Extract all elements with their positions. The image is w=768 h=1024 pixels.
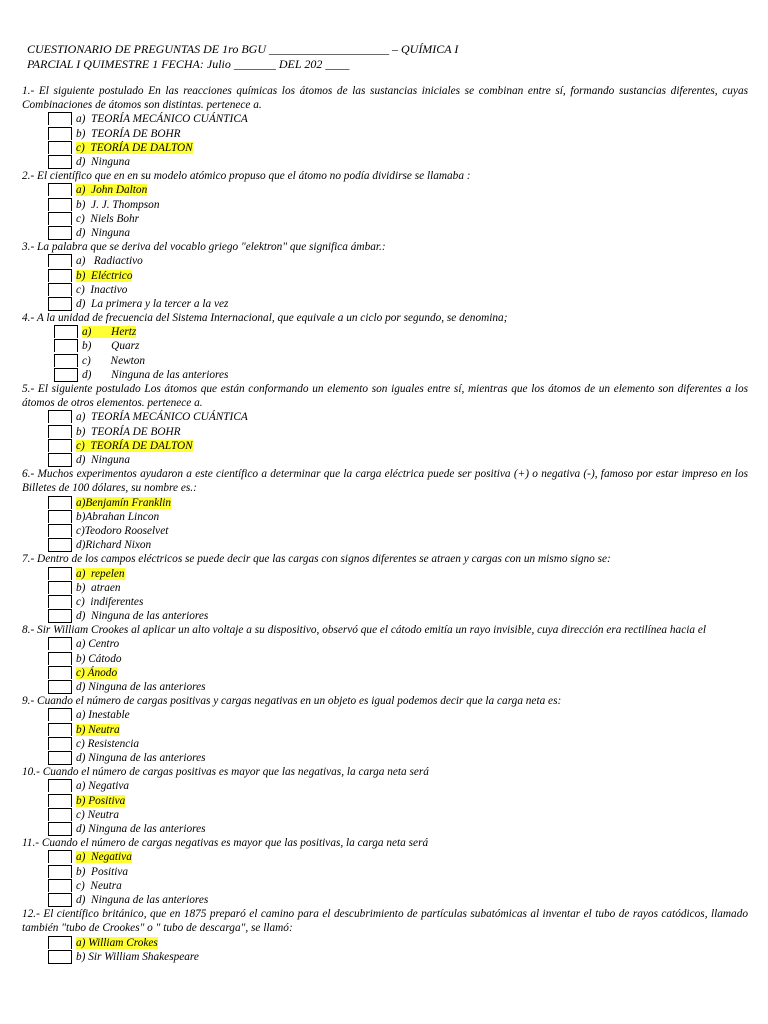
question-list	[22, 84, 748, 964]
document-header	[27, 42, 458, 71]
answer-checkbox[interactable]	[54, 339, 78, 352]
answer-checkbox[interactable]	[48, 198, 72, 211]
answer-text: b)Abrahan Lincon	[76, 510, 160, 523]
answer-checkbox[interactable]	[48, 737, 72, 750]
answer-checkbox[interactable]	[48, 283, 72, 296]
answer-checkbox[interactable]	[48, 155, 72, 169]
answer-text: d) Ninguna de las anteriores	[76, 610, 209, 623]
answer-option	[22, 637, 748, 651]
answer-option	[22, 254, 748, 268]
answer-text-highlighted: c) TEORÍA DE DALTON	[76, 141, 193, 154]
answer-text-highlighted: c) Ánodo	[76, 666, 118, 679]
answer-option	[22, 212, 748, 226]
answer-checkbox[interactable]	[48, 141, 72, 154]
question-stem: 4.- A la unidad de frecuencia del Sistema Internacional, que equivale a un ciclo por segundo, se denomina;	[22, 312, 508, 325]
answer-option	[22, 708, 748, 722]
answer-option	[22, 325, 748, 339]
answer-checkbox[interactable]	[48, 212, 72, 225]
answer-checkbox[interactable]	[48, 637, 72, 650]
answer-checkbox[interactable]	[48, 453, 72, 467]
answer-checkbox[interactable]	[48, 410, 72, 423]
answer-option	[22, 297, 748, 311]
answer-text: c) Inactivo	[76, 283, 128, 296]
question-7	[22, 552, 748, 623]
answer-checkbox[interactable]	[48, 510, 72, 523]
answer-option	[22, 808, 748, 822]
answer-text-highlighted: b) Neutra	[76, 723, 120, 736]
answer-option	[22, 950, 748, 964]
question-stem: 2.- El científico que en en su modelo atómico propuso que el átomo no podía dividirse se llamaba :	[22, 170, 471, 183]
answer-checkbox[interactable]	[48, 879, 72, 892]
answer-text: a) Negativa	[76, 780, 130, 793]
answer-option	[22, 794, 748, 808]
answer-text: b) J. J. Thompson	[76, 198, 160, 211]
question-11	[22, 836, 748, 907]
answer-options	[22, 936, 748, 964]
answer-option	[22, 368, 748, 382]
answer-checkbox[interactable]	[48, 723, 72, 736]
answer-option	[22, 339, 748, 353]
answer-text: c) indiferentes	[76, 595, 144, 608]
answer-options	[22, 708, 748, 765]
question-9	[22, 694, 748, 765]
answer-text: c) Resistencia	[76, 737, 140, 750]
answer-checkbox[interactable]	[48, 496, 72, 509]
answer-option	[22, 496, 748, 510]
answer-option	[22, 567, 748, 581]
answer-option	[22, 581, 748, 595]
answer-text-highlighted: a) Negativa	[76, 851, 132, 864]
answer-option	[22, 609, 748, 623]
answer-text-highlighted: a) John Dalton	[76, 184, 148, 197]
answer-text: b) Sir William Shakespeare	[76, 950, 199, 963]
answer-options	[22, 567, 748, 624]
answer-checkbox[interactable]	[48, 297, 72, 311]
question-4	[22, 311, 748, 382]
answer-option	[22, 737, 748, 751]
answer-option	[22, 510, 748, 524]
answer-text: d) La primera y la tercer a la vez	[76, 297, 229, 310]
answer-checkbox[interactable]	[48, 567, 72, 580]
answer-text: b) TEORÍA DE BOHR	[76, 425, 181, 438]
question-6	[22, 467, 748, 552]
answer-text: b) Cátodo	[76, 652, 122, 665]
answer-checkbox[interactable]	[48, 893, 72, 907]
answer-text: c)Teodoro Rooselvet	[76, 524, 169, 537]
answer-text: d) Ninguna	[76, 155, 130, 168]
answer-checkbox[interactable]	[48, 226, 72, 240]
question-5	[22, 382, 748, 467]
answer-checkbox[interactable]	[48, 439, 72, 452]
question-8	[22, 623, 748, 694]
question-stem: 8.- Sir William Crookes al aplicar un alto voltaje a su dispositivo, observó que el cátodo emitía un rayo invisible, cuya dirección era rectilínea hacia el	[22, 624, 706, 637]
answer-text: d) Ninguna de las anteriores	[82, 368, 229, 381]
answer-checkbox[interactable]	[54, 368, 78, 382]
answer-checkbox[interactable]	[48, 680, 72, 694]
answer-checkbox[interactable]	[48, 936, 72, 949]
answer-text: d) Ninguna	[76, 226, 130, 239]
answer-checkbox[interactable]	[48, 112, 72, 125]
answer-option	[22, 779, 748, 793]
answer-option	[22, 879, 748, 893]
answer-checkbox[interactable]	[48, 254, 72, 267]
answer-options	[22, 850, 748, 907]
answer-text: d) Ninguna de las anteriores	[76, 752, 206, 764]
answer-text: d) Ninguna de las anteriores	[76, 822, 206, 835]
answer-text: a) Radiactivo	[76, 255, 143, 268]
answer-checkbox[interactable]	[48, 708, 72, 721]
answer-options	[22, 254, 748, 311]
answer-checkbox[interactable]	[48, 808, 72, 821]
header-title: CUESTIONARIO DE PREGUNTAS DE 1ro BGU ____________________ – QUÍMICA I	[27, 42, 459, 56]
answer-text: a) TEORÍA MECÁNICO CUÁNTICA	[76, 113, 248, 126]
answer-text: d) Ninguna	[76, 453, 130, 466]
answer-option	[22, 141, 748, 155]
answer-checkbox[interactable]	[48, 538, 72, 552]
answer-option	[22, 425, 748, 439]
answer-text: d)Richard Nixon	[76, 539, 152, 552]
answer-checkbox[interactable]	[54, 354, 78, 367]
answer-option	[22, 127, 748, 141]
answer-option	[22, 155, 748, 169]
answer-text: a) Centro	[76, 638, 120, 651]
answer-checkbox[interactable]	[48, 865, 72, 878]
question-stem: 9.- Cuando el número de cargas positivas y cargas negativas en un objeto es igual podemos decir que la carga neta es:	[22, 695, 562, 708]
answer-option	[22, 198, 748, 212]
answer-text: c) Newton	[82, 354, 146, 367]
answer-options	[22, 410, 748, 467]
answer-checkbox[interactable]	[54, 325, 78, 338]
question-stem: 3.- La palabra que se deriva del vocablo griego "elektron" que significa ámbar.:	[22, 241, 386, 254]
answer-options	[22, 779, 748, 836]
answer-option	[22, 354, 748, 368]
answer-options	[22, 112, 748, 169]
answer-text: c) Niels Bohr	[76, 212, 140, 225]
answer-option	[22, 652, 748, 666]
answer-checkbox[interactable]	[48, 794, 72, 807]
answer-checkbox[interactable]	[48, 652, 72, 665]
answer-option	[22, 453, 748, 467]
question-stem: 11.- Cuando el número de cargas negativas es mayor que las positivas, la carga neta será	[22, 837, 429, 850]
answer-options	[22, 637, 748, 694]
question-stem: 12.- El científico británico, que en 1875 preparó el camino para el descubrimiento de partículas subatómicas al inventar el tubo de rayos catódicos, llamado también "tubo de Crookes" o " tubo de descarga", se llamó:	[22, 908, 748, 935]
answer-text: b) atraen	[76, 581, 121, 594]
answer-checkbox[interactable]	[48, 609, 72, 623]
answer-checkbox[interactable]	[48, 524, 72, 537]
answer-options	[22, 183, 748, 240]
answer-text-highlighted: a) Hertz	[82, 326, 137, 339]
answer-text-highlighted: b) Eléctrico	[76, 269, 133, 282]
question-stem: 6.- Muchos experimentos ayudaron a este científico a determinar que la carga eléctrica puede ser positiva (+) o negativa (-), famoso por estar impreso en los Billetes de 100 dólares, su nombre es.:	[22, 468, 748, 495]
question-1	[22, 84, 748, 169]
answer-checkbox[interactable]	[48, 666, 72, 679]
answer-checkbox[interactable]	[48, 269, 72, 282]
answer-options	[22, 325, 748, 382]
answer-option	[22, 680, 748, 694]
answer-option	[22, 893, 748, 907]
answer-option	[22, 865, 748, 879]
question-stem: 1.- El siguiente postulado En las reacciones químicas los átomos de las sustancias iniciales se combinan entre sí, formando sustancias diferentes, cuyas Combinaciones de átomos son distintas. pertenece a.	[22, 85, 748, 112]
answer-option	[22, 269, 748, 283]
answer-checkbox[interactable]	[48, 822, 72, 836]
answer-checkbox[interactable]	[48, 127, 72, 140]
answer-option	[22, 283, 748, 297]
answer-checkbox[interactable]	[48, 779, 72, 792]
question-10	[22, 765, 748, 836]
answer-text: d) Ninguna de las anteriores	[76, 681, 206, 694]
answer-checkbox[interactable]	[48, 950, 72, 964]
answer-option	[22, 850, 748, 864]
answer-text: b) Positiva	[76, 865, 129, 878]
answer-option	[22, 112, 748, 126]
answer-option	[22, 936, 748, 950]
answer-option	[22, 751, 748, 765]
answer-option	[22, 410, 748, 424]
question-2	[22, 169, 748, 240]
answer-text: a) TEORÍA MECÁNICO CUÁNTICA	[76, 411, 248, 424]
answer-option	[22, 183, 748, 197]
answer-options	[22, 496, 748, 553]
answer-text: c) Neutra	[76, 879, 122, 892]
answer-text-highlighted: a) repelen	[76, 567, 125, 580]
answer-option	[22, 822, 748, 836]
answer-checkbox[interactable]	[48, 425, 72, 438]
answer-text: b) Quarz	[82, 340, 140, 353]
answer-text-highlighted: c) TEORÍA DE DALTON	[76, 439, 193, 452]
answer-text: c) Neutra	[76, 808, 119, 821]
answer-checkbox[interactable]	[48, 183, 72, 196]
question-stem: 7.- Dentro de los campos eléctricos se puede decir que las cargas con signos diferentes se atraen y cargas con un mismo signo se:	[22, 553, 611, 566]
question-3	[22, 240, 748, 311]
answer-text-highlighted: b) Positiva	[76, 794, 126, 807]
answer-option	[22, 538, 748, 552]
answer-option	[22, 595, 748, 609]
answer-option	[22, 439, 748, 453]
answer-text: d) Ninguna de las anteriores	[76, 893, 209, 906]
answer-text: a) Inestable	[76, 709, 130, 722]
answer-text: b) TEORÍA DE BOHR	[76, 127, 181, 140]
answer-option	[22, 666, 748, 680]
header-subtitle: PARCIAL I QUIMESTRE 1 FECHA: Julio _______ DEL 202 ____	[27, 56, 350, 71]
answer-option	[22, 723, 748, 737]
answer-checkbox[interactable]	[48, 850, 72, 863]
question-stem: 5.- El siguiente postulado Los átomos que están conformando un elemento son iguales entre sí, mientras que los átomos de un elemento son diferentes a los átomos de otros elementos. pertenece a.	[22, 383, 748, 410]
answer-option	[22, 524, 748, 538]
question-stem: 10.- Cuando el número de cargas positivas es mayor que las negativas, la carga neta será	[22, 766, 429, 779]
answer-text-highlighted: a)Benjamín Franklin	[76, 496, 172, 509]
answer-checkbox[interactable]	[48, 751, 72, 765]
answer-option	[22, 226, 748, 240]
answer-text-highlighted: a) William Crokes	[76, 936, 158, 949]
answer-checkbox[interactable]	[48, 581, 72, 594]
question-12	[22, 907, 748, 964]
answer-checkbox[interactable]	[48, 595, 72, 608]
